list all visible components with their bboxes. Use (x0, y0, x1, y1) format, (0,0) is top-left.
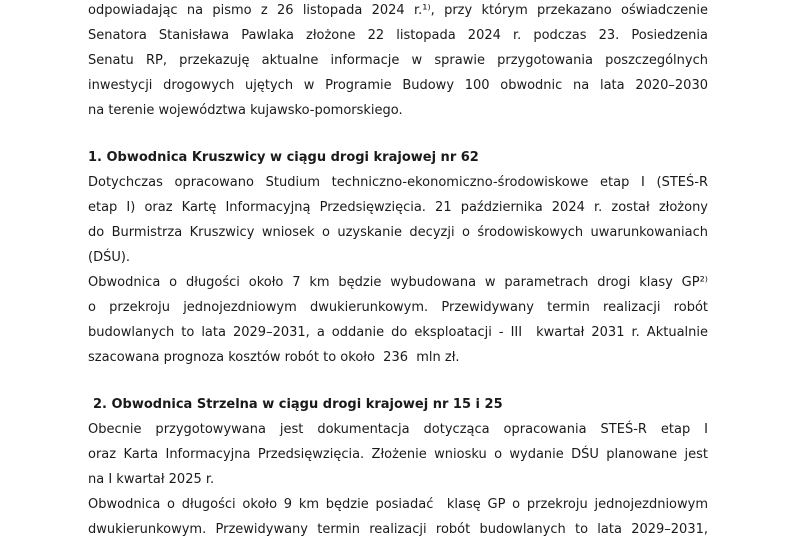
section-1-heading: 1. Obwodnica Kruszwicy w ciągu drogi krajowej nr 62 (88, 150, 479, 165)
text-line: odpowiadając na pismo z 26 listopada 2024 r.¹⁾, przy którym przekazano oświadczenie (88, 3, 708, 18)
text-line: Senatora Stanisława Pawlaka złożone 22 listopada 2024 r. podczas 23. Posiedzenia (88, 28, 708, 43)
text-line: dwukierunkowym. Przewidywany termin realizacji robót budowlanych to lata 2029–2031, (88, 522, 708, 537)
section-1-paragraph-1 (88, 170, 708, 270)
text-line: etap I) oraz Kartę Informacyjną Przedsięwzięcia. 21 października 2024 r. został złożony (88, 200, 708, 215)
text-line: na I kwartał 2025 r. (88, 472, 215, 487)
paragraph-spacer (88, 123, 708, 145)
text-line: szacowana prognoza kosztów robót to około 236 mln zł. (88, 350, 460, 365)
intro-paragraph (88, 0, 708, 123)
section-1-paragraph-2 (88, 270, 708, 370)
text-line: na terenie województwa kujawsko-pomorskiego. (88, 103, 403, 118)
text-line: o przekroju jednojezdniowym dwukierunkowym. Przewidywany termin realizacji robót (88, 300, 708, 315)
text-line: (DŚU). (88, 250, 131, 265)
section-2-paragraph-2 (88, 492, 708, 542)
text-line: Senatu RP, przekazuję aktualne informacje w sprawie przygotowania poszczególnych (88, 53, 708, 68)
section-2-paragraph-1 (88, 417, 708, 492)
text-line: do Burmistrza Kruszwicy wniosek o uzyskanie decyzji o środowiskowych uwarunkowaniach (88, 225, 708, 240)
paragraph-spacer (88, 370, 708, 392)
text-line: Dotychczas opracowano Studium techniczno-ekonomiczno-środowiskowe etap I (STEŚ-R (88, 175, 708, 190)
text-line: Obwodnica o długości około 9 km będzie posiadać klasę GP o przekroju jednojezdniowym (88, 497, 708, 512)
section-2-heading: 2. Obwodnica Strzelna w ciągu drogi krajowej nr 15 i 25 (93, 397, 503, 412)
text-line: oraz Karta Informacyjna Przedsięwzięcia. Złożenie wniosku o wydanie DŚU planowane jest (88, 447, 708, 462)
document-content (88, 0, 708, 542)
text-line: Obwodnica o długości około 7 km będzie wybudowana w parametrach drogi klasy GP²⁾ (88, 275, 708, 290)
text-line: budowlanych to lata 2029–2031, a oddanie do eksploatacji - III kwartał 2031 r. Aktualnie (88, 325, 708, 340)
text-line: Obecnie przygotowywana jest dokumentacja dotycząca opracowania STEŚ-R etap I (88, 422, 708, 437)
text-line: inwestycji drogowych ujętych w Programie Budowy 100 obwodnic na lata 2020–2030 (88, 78, 708, 93)
